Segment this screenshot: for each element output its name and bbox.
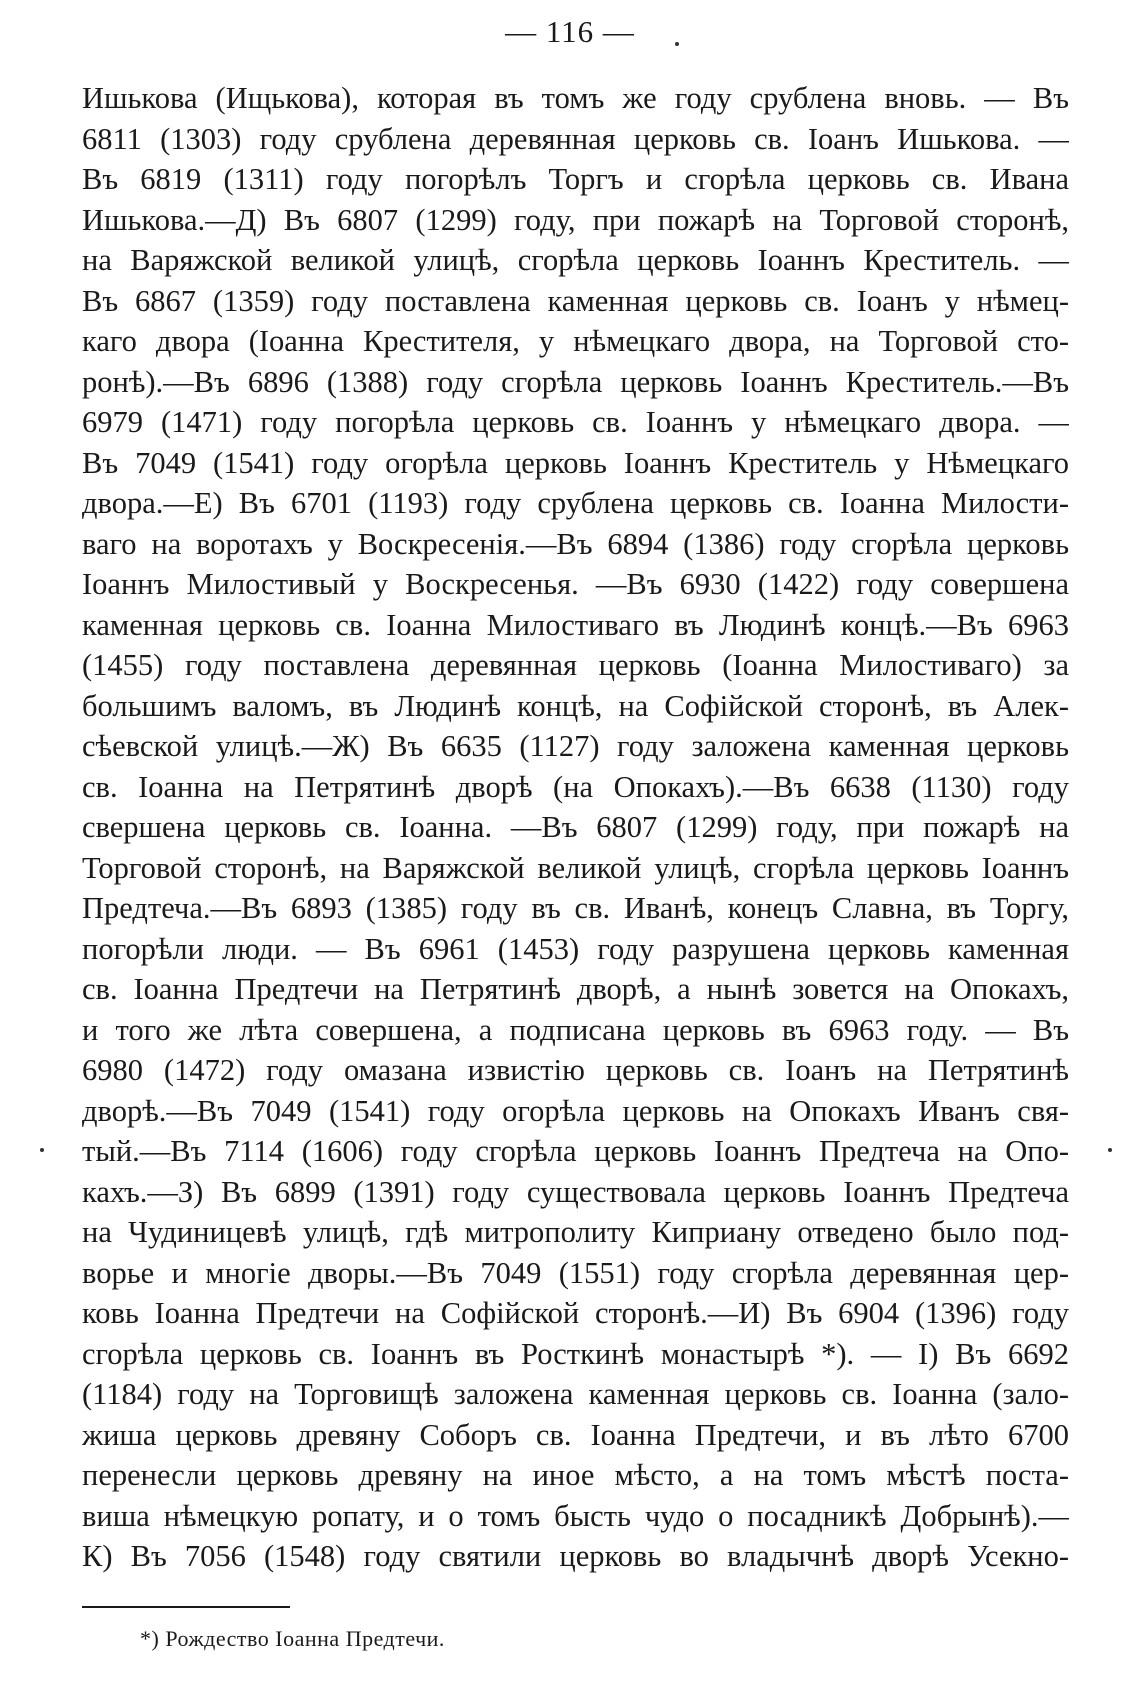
text-line: на Чудиницевѣ улицѣ, гдѣ митрополиту Киприану отведено было под- [82, 1215, 1069, 1249]
body-text [82, 78, 1069, 1577]
text-line: Ишькова (Ищькова), которая въ томъ же году срублена вновь. — Въ [82, 81, 1069, 115]
text-line: каго двора (Іоанна Крестителя, у нѣмецкаго двора, на Торговой сто- [82, 324, 1069, 358]
text-line: Іоаннъ Милостивый у Воскресенья. —Въ 6930 (1422) году совершена [82, 567, 1069, 601]
footnote-divider [82, 1606, 290, 1608]
text-line: Въ 7049 (1541) году огорѣла церковь Іоаннъ Креститель у Нѣмецкаго [82, 445, 1069, 480]
text-line: Торговой сторонѣ, на Варяжской великой улицѣ, сгорѣла церковь Іоаннъ [82, 850, 1069, 885]
text-line: свершена церковь св. Іоанна. —Въ 6807 (1299) году, при пожарѣ на [82, 810, 1069, 844]
text-line: св. Іоанна Предтечи на Петрятинѣ дворѣ, а нынѣ зовется на Опокахъ, [82, 972, 1069, 1006]
text-line: Ишькова.—Д) Въ 6807 (1299) году, при пожарѣ на Торговой сторонѣ, [82, 202, 1069, 237]
text-line: (1455) году поставлена деревянная церковь (Іоанна Милостиваго) за [82, 648, 1069, 682]
print-speck [675, 42, 679, 46]
print-speck [40, 1148, 44, 1152]
text-line: сгорѣла церковь св. Іоаннъ въ Росткинѣ монастырѣ *). — І) Въ 6692 [82, 1336, 1069, 1371]
text-line: Въ 6867 (1359) году поставлена каменная церковь св. Іоанъ у нѣмец- [82, 283, 1069, 318]
text-line: погорѣли люди. — Въ 6961 (1453) году разрушена церковь каменная [82, 931, 1069, 966]
print-speck [1108, 1148, 1112, 1152]
text-line: большимъ валомъ, въ Людинѣ концѣ, на Софійской сторонѣ, въ Алек- [82, 688, 1069, 723]
text-line: (1184) году на Торговищѣ заложена каменная церковь св. Іоанна (зало- [82, 1377, 1069, 1411]
text-line: 6979 (1471) году погорѣла церковь св. Іоаннъ у нѣмецкаго двора. — [82, 405, 1069, 439]
text-line: св. Іоанна на Петрятинѣ дворѣ (на Опокахъ).—Въ 6638 (1130) году [82, 769, 1069, 804]
text-line: кахъ.—З) Въ 6899 (1391) году существовала церковь Іоаннъ Предтеча [82, 1174, 1069, 1209]
text-line: ковь Іоанна Предтечи на Софійской сторонѣ.—И) Въ 6904 (1396) году [82, 1296, 1069, 1330]
text-line: ворье и многіе дворы.—Въ 7049 (1551) году сгорѣла деревянная цер- [82, 1255, 1069, 1290]
text-line: Предтеча.—Въ 6893 (1385) году въ св. Иванѣ, конецъ Славна, въ Торгу, [82, 891, 1069, 925]
text-line: ваго на воротахъ у Воскресенія.—Въ 6894 (1386) году сгорѣла церковь [82, 526, 1069, 561]
text-line: ронѣ).—Въ 6896 (1388) году сгорѣла церковь Іоаннъ Креститель.—Въ [82, 364, 1069, 399]
text-line: виша нѣмецкую ропату, и о томъ бысть чудо о посадникѣ Добрынѣ).— [82, 1498, 1069, 1533]
footnote: *) Рождество Іоанна Предтечи. [140, 1626, 445, 1651]
text-line: каменная церковь св. Іоанна Милостиваго въ Людинѣ концѣ.—Въ 6963 [82, 607, 1069, 642]
text-line: 6980 (1472) году омазана извистію церковь св. Іоанъ на Петрятинѣ [82, 1053, 1069, 1087]
text-line: и того же лѣта совершена, а подписана церковь въ 6963 году. — Въ [82, 1012, 1069, 1047]
text-line: перенесли церковь древяну на иное мѣсто, а на томъ мѣстѣ поста- [82, 1458, 1069, 1492]
text-line: жиша церковь древяну Соборъ св. Іоанна Предтечи, и въ лѣто 6700 [82, 1417, 1069, 1452]
text-line: дворѣ.—Въ 7049 (1541) году огорѣла церковь на Опокахъ Иванъ свя- [82, 1093, 1069, 1128]
text-line: тый.—Въ 7114 (1606) году сгорѣла церковь Іоаннъ Предтеча на Опо- [82, 1134, 1069, 1168]
text-line: 6811 (1303) году срублена деревянная церковь св. Іоанъ Ишькова. — [82, 121, 1069, 156]
text-line: К) Въ 7056 (1548) году святили церковь во владычнѣ дворѣ Усекно- [82, 1539, 1069, 1573]
page-number: — 116 — [505, 14, 635, 49]
text-line: двора.—Е) Въ 6701 (1193) году срублена церковь св. Іоанна Милости- [82, 486, 1069, 520]
text-line: на Варяжской великой улицѣ, сгорѣла церковь Іоаннъ Креститель. — [82, 243, 1069, 277]
text-line: Въ 6819 (1311) году погорѣлъ Торгъ и сгорѣла церковь св. Ивана [82, 162, 1069, 196]
text-line: сѣевской улицѣ.—Ж) Въ 6635 (1127) году заложена каменная церковь [82, 729, 1069, 763]
